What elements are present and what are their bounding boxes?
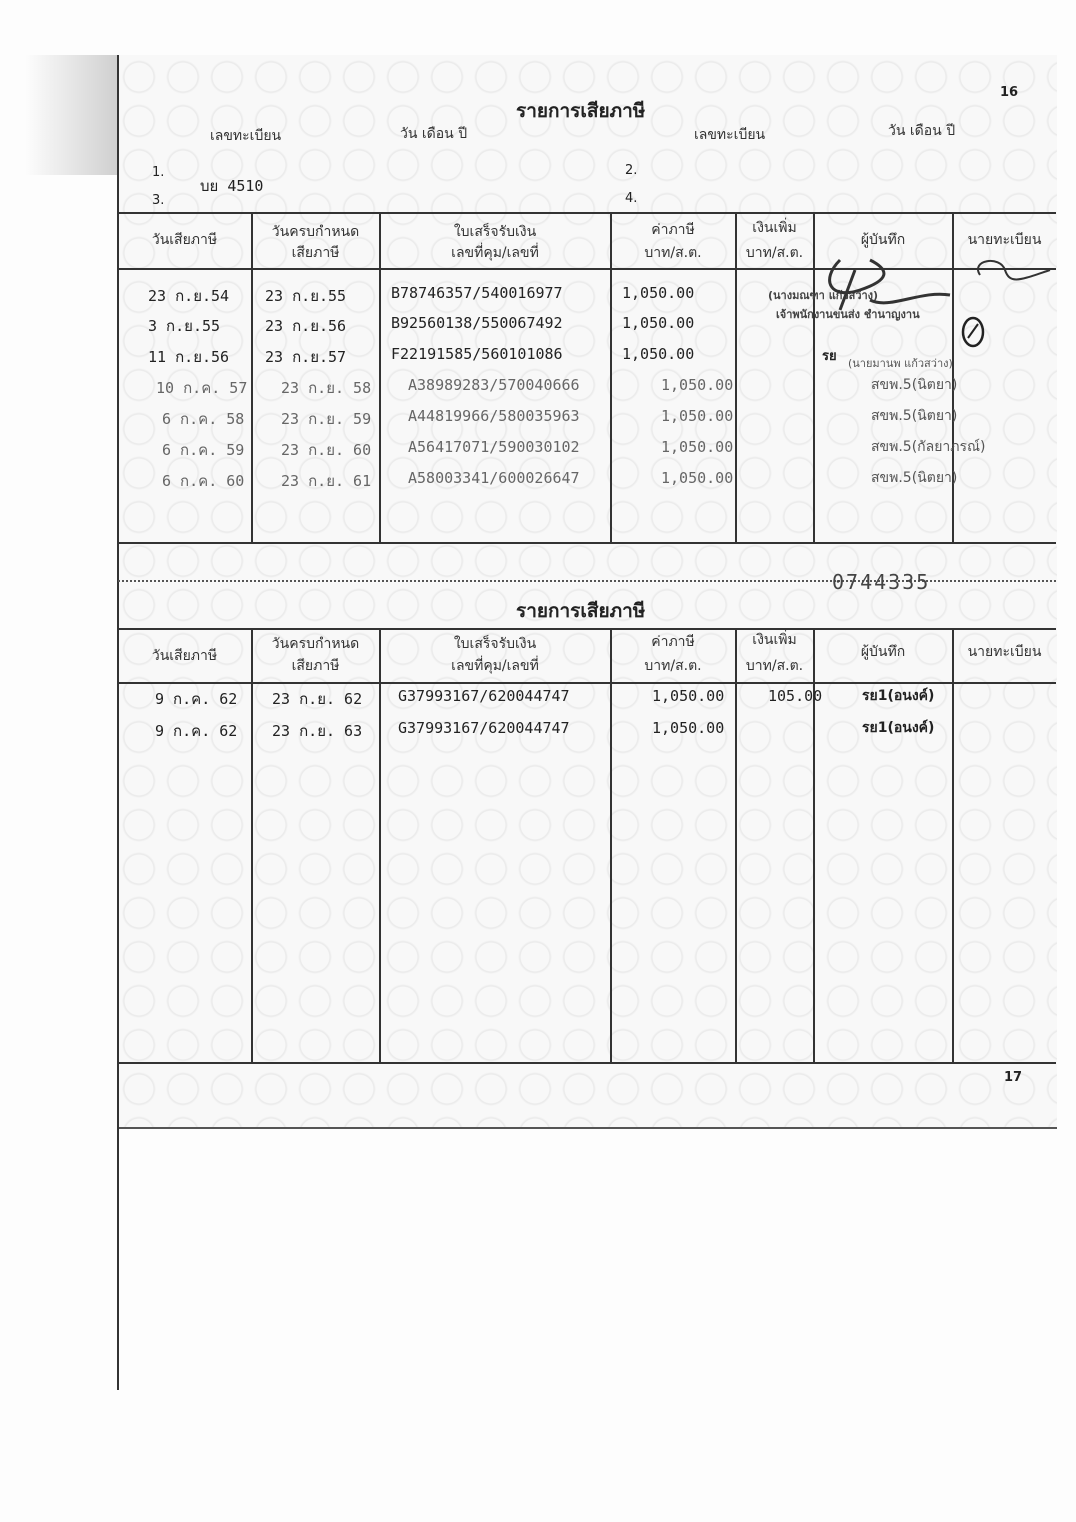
t1-row5-due: 23 ก.ย. 59 bbox=[281, 410, 372, 428]
t1-row6-tax: 1,050.00 bbox=[661, 438, 734, 456]
page-number-bottom: 17 bbox=[1004, 1070, 1023, 1085]
table2-header-rule bbox=[118, 682, 1056, 684]
col2-header-recorder: ผู้บันทึก bbox=[860, 644, 906, 660]
col-header-recorder: ผู้บันทึก bbox=[860, 232, 906, 248]
col-header-due-1: วันครบกำหนด bbox=[271, 224, 360, 240]
t2-row1-tax-date: 9 ก.ค. 62 bbox=[155, 690, 238, 708]
t2-row1-tax: 1,050.00 bbox=[652, 687, 725, 705]
col2-header-tax-2: บาท/ส.ต. bbox=[644, 658, 702, 674]
slot-3-number: 3. bbox=[152, 193, 165, 208]
t1-row5-tax: 1,050.00 bbox=[661, 407, 734, 425]
table2-col-divider bbox=[610, 628, 612, 1062]
signature-marks bbox=[800, 240, 1056, 360]
t1-row3-recorder: รย bbox=[822, 349, 837, 364]
t1-row7-tax-date: 6 ก.ค. 60 bbox=[162, 472, 245, 490]
col2-header-receipt-2: เลขที่คุม/เลขที่ bbox=[451, 658, 539, 674]
t1-row4-receipt: A38989283/570040666 bbox=[408, 376, 580, 394]
table1-top-rule bbox=[118, 212, 1056, 214]
col-header-tax-date: วันเสียภาษี bbox=[151, 232, 218, 248]
col-header-receipt-2: เลขที่คุม/เลขที่ bbox=[451, 245, 539, 261]
t1-row3-tax: 1,050.00 bbox=[622, 345, 695, 363]
t1-row3-receipt: F22191585/560101086 bbox=[391, 345, 563, 363]
t1-row7-tax: 1,050.00 bbox=[661, 469, 734, 487]
t2-row1-surcharge: 105.00 bbox=[768, 687, 823, 705]
col2-header-receipt-1: ใบเสร็จรับเงิน bbox=[453, 636, 537, 652]
table2-col-divider bbox=[735, 628, 737, 1062]
officer-stamp-line1: (นางมณฑา แก้วสว่าง) bbox=[768, 289, 879, 302]
t1-row4-due: 23 ก.ย. 58 bbox=[281, 379, 372, 397]
t2-row1-due: 23 ก.ย. 62 bbox=[272, 690, 363, 708]
t1-row4-recorder: สขพ.5(นิตยา) bbox=[871, 377, 958, 393]
table2-bottom-rule bbox=[118, 1062, 1056, 1064]
t1-row3-tax-date: 11 ก.ย.56 bbox=[148, 348, 230, 366]
t1-row5-receipt: A44819966/580035963 bbox=[408, 407, 580, 425]
col2-header-tax-date: วันเสียภาษี bbox=[151, 648, 218, 664]
t2-row1-receipt: G37993167/620044747 bbox=[398, 687, 570, 705]
table1-bottom-rule bbox=[118, 542, 1056, 544]
t1-row4-tax: 1,050.00 bbox=[661, 376, 734, 394]
t1-row1-receipt: B78746357/540016977 bbox=[391, 284, 563, 302]
section1-title: รายการเสียภาษี bbox=[516, 100, 646, 122]
reg-header-right: เลขทะเบียน bbox=[694, 127, 766, 143]
t1-row2-receipt: B92560138/550067492 bbox=[391, 314, 563, 332]
t1-row4-tax-date: 10 ก.ค. 57 bbox=[156, 379, 248, 397]
t1-row5-recorder: สขพ.5(นิตยา) bbox=[871, 408, 958, 424]
page-number-top: 16 bbox=[1000, 85, 1019, 100]
officer-stamp-line2: เจ้าพนักงานขนส่ง ชำนาญงาน bbox=[776, 308, 920, 321]
t1-row2-tax: 1,050.00 bbox=[622, 314, 695, 332]
col2-header-due-1: วันครบกำหนด bbox=[271, 636, 360, 652]
table2-col-divider bbox=[251, 628, 253, 1062]
officer-stamp-line3: (นายมานพ แก้วสว่าง) bbox=[848, 357, 953, 370]
col2-header-registrar: นายทะเบียน bbox=[967, 644, 1042, 660]
t1-row3-due: 23 ก.ย.57 bbox=[265, 348, 347, 366]
t1-row6-receipt: A56417071/590030102 bbox=[408, 438, 580, 456]
t1-row7-due: 23 ก.ย. 61 bbox=[281, 472, 372, 490]
t2-row2-tax: 1,050.00 bbox=[652, 719, 725, 737]
t1-row1-due: 23 ก.ย.55 bbox=[265, 287, 347, 305]
slot-1-number: 1. bbox=[152, 165, 165, 180]
t2-row2-receipt: G37993167/620044747 bbox=[398, 719, 570, 737]
license-plate: บย 4510 bbox=[200, 177, 264, 195]
col-header-surcharge-1: เงินเพิ่ม bbox=[752, 220, 797, 236]
col-header-due-2: เสียภาษี bbox=[291, 245, 340, 261]
t2-row2-tax-date: 9 ก.ค. 62 bbox=[155, 722, 238, 740]
t1-row1-tax: 1,050.00 bbox=[622, 284, 695, 302]
table2-col-divider bbox=[952, 628, 954, 1062]
table2-col-divider bbox=[379, 628, 381, 1062]
date-header-right: วัน เดือน ปี bbox=[888, 123, 956, 139]
t1-row5-tax-date: 6 ก.ค. 58 bbox=[162, 410, 245, 428]
slot-4-number: 4. bbox=[625, 191, 638, 206]
col2-header-surcharge-1: เงินเพิ่ม bbox=[752, 632, 797, 648]
t1-row6-tax-date: 6 ก.ค. 59 bbox=[162, 441, 245, 459]
t2-row1-recorder: รย1(อนงค์) bbox=[862, 688, 935, 704]
col2-header-due-2: เสียภาษี bbox=[291, 658, 340, 674]
col2-header-tax-1: ค่าภาษี bbox=[651, 634, 695, 650]
col2-header-surcharge-2: บาท/ส.ต. bbox=[745, 658, 804, 674]
scan-shadow bbox=[25, 55, 117, 175]
t1-row7-receipt: A58003341/600026647 bbox=[408, 469, 580, 487]
section2-title: รายการเสียภาษี bbox=[516, 600, 646, 622]
t1-row6-due: 23 ก.ย. 60 bbox=[281, 441, 372, 459]
table2-top-rule bbox=[118, 628, 1056, 630]
col-header-surcharge-2: บาท/ส.ต. bbox=[745, 245, 804, 261]
reg-header-left: เลขทะเบียน bbox=[210, 128, 282, 144]
t2-row2-recorder: รย1(อนงค์) bbox=[862, 720, 935, 736]
t1-row2-due: 23 ก.ย.56 bbox=[265, 317, 347, 335]
col-header-receipt-1: ใบเสร็จรับเงิน bbox=[453, 224, 537, 240]
t1-row6-recorder: สขพ.5(กัลยาภรณ์) bbox=[871, 439, 986, 455]
page-edge bbox=[117, 55, 119, 1390]
col-header-tax-2: บาท/ส.ต. bbox=[644, 245, 702, 261]
t1-row2-tax-date: 3 ก.ย.55 bbox=[148, 317, 221, 335]
col-header-tax-1: ค่าภาษี bbox=[651, 222, 695, 238]
t2-row2-due: 23 ก.ย. 63 bbox=[272, 722, 363, 740]
date-header-left: วัน เดือน ปี bbox=[400, 126, 468, 142]
slot-2-number: 2. bbox=[625, 163, 638, 178]
col-header-registrar: นายทะเบียน bbox=[967, 232, 1042, 248]
control-number-stamp: 0744335 bbox=[832, 570, 931, 594]
t1-row7-recorder: สขพ.5(นิตยา) bbox=[871, 470, 958, 486]
t1-row1-tax-date: 23 ก.ย.54 bbox=[148, 287, 230, 305]
